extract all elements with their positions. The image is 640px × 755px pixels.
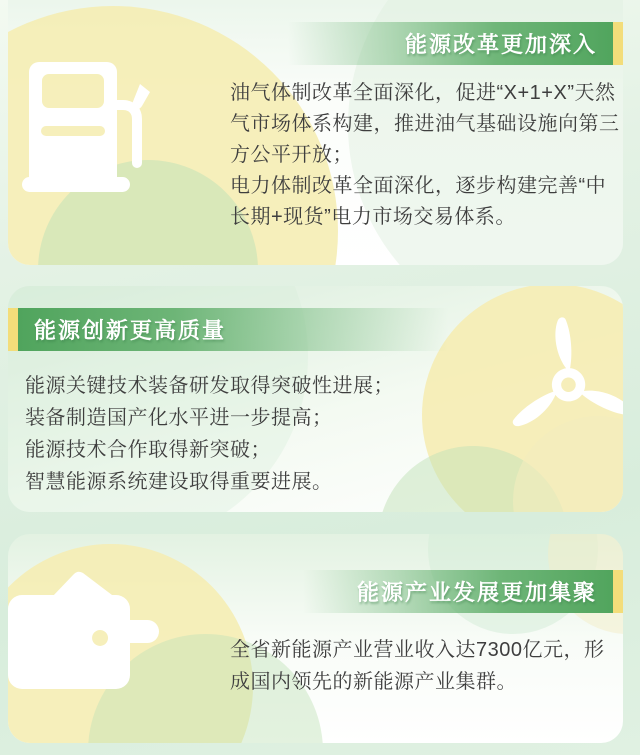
section-card-energy-industry: [8, 534, 623, 743]
section-body-text: [230, 78, 622, 233]
paragraph: 全省新能源产业营业收入达7300亿元，形成国内领先的新能源产业集群。: [230, 639, 605, 693]
section-title-badge: [288, 22, 623, 65]
section-body-text: [230, 634, 622, 698]
bullet-line: 智慧能源系统建设取得重要进展。: [25, 471, 333, 493]
wallet-icon: [8, 568, 178, 698]
bullet-line: 能源关键技术装备研发取得突破性进展；: [25, 375, 394, 397]
paragraph: 油气体制改革全面深化，促进“X+1+X”天然气市场体系构建，推进油气基础设施向第三方公平开放；: [230, 82, 620, 166]
bullet-line: 能源技术合作取得新突破；: [25, 439, 271, 461]
section-card-energy-reform: [8, 0, 623, 265]
fuel-pump-icon: [22, 62, 157, 207]
section-title-badge: [303, 570, 623, 613]
section-title: 能源产业发展更加集聚: [356, 580, 597, 605]
paragraph: 电力体制改革全面深化，逐步构建完善“中长期+现货”电力市场交易体系。: [230, 175, 607, 228]
bullet-line: 装备制造国产化水平进一步提高；: [25, 407, 333, 429]
wind-turbine-icon: [506, 316, 623, 446]
section-title: 能源改革更加深入: [404, 32, 597, 57]
accent-bar: [613, 22, 623, 65]
section-title-badge: [8, 308, 448, 351]
accent-bar: [613, 570, 623, 613]
accent-bar: [8, 308, 18, 351]
section-body-text: [25, 370, 394, 498]
section-title: 能源创新更高质量: [34, 318, 227, 343]
section-card-energy-innovation: [8, 286, 623, 512]
